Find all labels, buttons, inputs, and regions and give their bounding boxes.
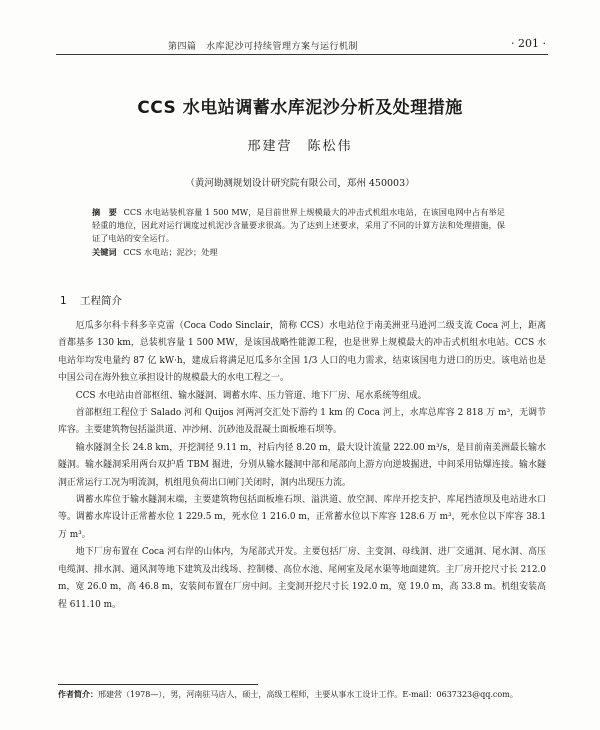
footnote-divider bbox=[58, 684, 258, 685]
body-text bbox=[58, 318, 546, 614]
paragraph: 输水隧洞全长 24.8 km，开挖洞径 9.11 m，衬后内径 8.20 m，最大设计流量 222.00 m³/s，是目前南美洲最长输水隧洞。输水隧洞采用两台双护盾 TBM 掘进，分别从输水隧洞中部和尾部向上游方向逆坡掘进，中间采用钻爆连接。输水隧洞正常运行工况为明流洞，机组甩负荷出口闸门关闭时，洞内出现压力流。 bbox=[58, 442, 546, 488]
keywords-label: 关键词 bbox=[92, 247, 117, 257]
section-title: 工程简介 bbox=[80, 295, 123, 307]
section-heading bbox=[60, 293, 122, 308]
abstract bbox=[92, 206, 505, 259]
paragraph: 首部枢纽工程位于 Salado 河和 Quijos 河两河交汇处下游约 1 km 的 Coca 河上，水库总库容 2 818 万 m³，无调节库容。主要建筑物包括溢洪道、冲沙闸、沉砂池及混凝土面板堆石坝等。 bbox=[58, 408, 546, 436]
footnote-text: 邢建营（1978—），男，河南驻马店人，硕士，高级工程师，主要从事水工设计工作。E-mail：0637323@qq.com。 bbox=[98, 690, 518, 699]
keywords-text: CCS 水电站；泥沙；处理 bbox=[123, 247, 218, 257]
abstract-text: CCS 水电站装机容量 1 500 MW，是目前世界上规模最大的冲击式机组水电站，在该国电网中占有举足轻重的地位，因此对运行调度过机泥沙含量要求很高。为了达到上述要求，采用了不同的计算方法和处理措施，保证了电站的安全运行。 bbox=[92, 207, 505, 243]
footnote-label: 作者简介： bbox=[58, 690, 98, 699]
author-footnote bbox=[58, 688, 546, 702]
running-title: 第四篇 水库泥沙可持续管理方案与运行机制 bbox=[168, 42, 359, 52]
affiliation: （黄河勘测规划设计研究院有限公司，郑州 450003） bbox=[185, 178, 415, 189]
page-number: · 201 · bbox=[511, 37, 546, 50]
running-header bbox=[56, 38, 548, 55]
authors: 邢建营 陈松伟 bbox=[247, 139, 353, 154]
paragraph: 地下厂房布置在 Coca 河右岸的山体内，为尾部式开发。主要包括厂房、主变洞、母线洞、进厂交通洞、尾水洞、高压电缆洞、排水洞、通风洞等地下建筑及出线场、控制楼、高位水池、尾闸室及尾水渠等地面建筑。主厂房开挖尺寸长 212.0 m，宽 26.0 m，高 46.8 m，安装间布置在厂房中间。主变洞开挖尺寸长 192.0 m，宽 19.0 m，高 33.8 m。机组安装高程 611.10 m。 bbox=[58, 547, 546, 610]
paragraph: CCS 水电站由首部枢纽、输水隧洞、调蓄水库、压力管道、地下厂房、尾水系统等组成。 bbox=[75, 390, 427, 401]
keywords bbox=[92, 246, 505, 259]
abstract-label: 摘 要 bbox=[92, 207, 117, 217]
paragraph: 调蓄水库位于输水隧洞末端，主要建筑物包括面板堆石坝、溢洪道、放空洞、库岸开挖支护、库尾挡渣坝及电站进水口等。调蓄水库设计正常蓄水位 1 229.5 m，死水位 1 216.0 m，正常蓄水位以下库容 128.6 万 m³，死水位以下库容 38.1 万 m³。 bbox=[58, 495, 546, 540]
paragraph: 厄瓜多尔科卡科多辛克雷（Coca Codo Sinclair，简称 CCS）水电站位于南美洲亚马逊河二级支流 Coca 河上，距离首都基多 130 km，总装机容量 1 500 MW，是该国战略性能源工程，也是世界上规模最大的冲击式机组水电站。CCS 水电站年均发电量约 87 亿 kW·h，建成后将满足厄瓜多尔全国 1/3 人口的电力需求，结束该国电力进口的历史。该电站也是中国公司在海外独立承担设计的规模最大的水电工程之一。 bbox=[58, 321, 546, 384]
paper-title: CCS 水电站调蓄水库泥沙分析及处理措施 bbox=[137, 98, 463, 118]
section-number: 1 bbox=[60, 295, 67, 307]
